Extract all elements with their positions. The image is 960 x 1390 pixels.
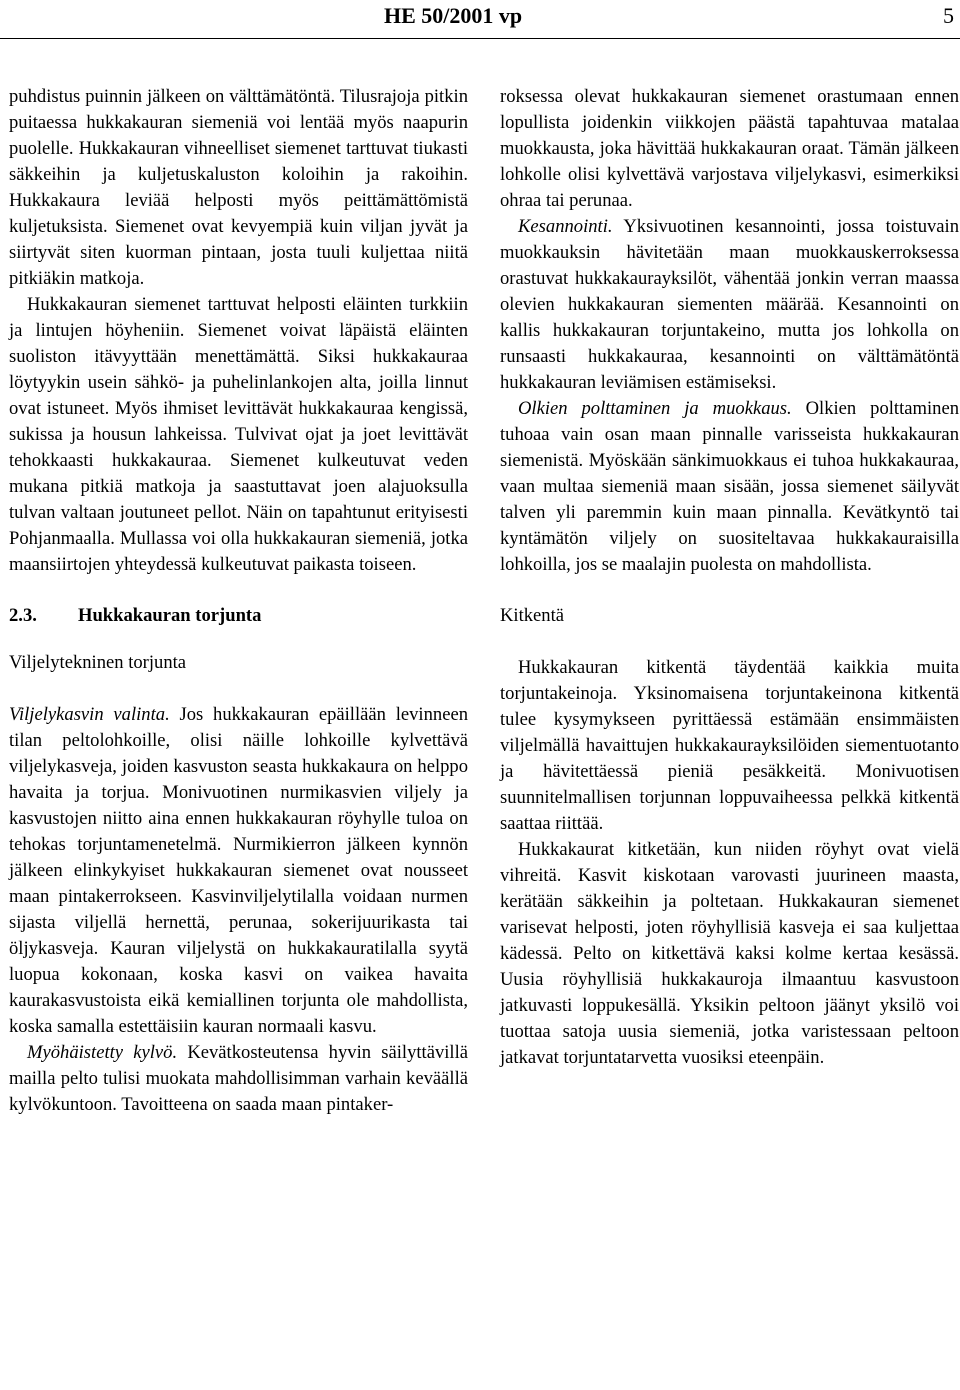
paragraph-delayed-sowing-continued: roksessa olevat hukkakauran siemenet orastumaan ennen lopullista joidenkin viikkojen päästä tapahtuvaa matalaa muokkausta, joka hävittää hukkakauran oraat. Tämän jälkeen lohkolle olisi kylvettävä varjostava viljelykasvi, esimerkiksi ohraa tai perunaa. [500, 86, 959, 211]
paragraph-fallowing [500, 214, 959, 396]
header-divider [0, 38, 960, 39]
paragraph-seed-spread-animals-water: Hukkakauran siemenet tarttuvat helposti eläinten turkkiin ja lintujen höyheniin. Siemenet voivat läpäistä eläinten suoliston itävyyttään menettämättä. Siksi hukkakauraa löytyykin usein sähkö- ja puhelinlankojen alta, joilla linnut ovat istuneet. Myös ihmiset levittävät hukkakauraa kengissä, sukissa ja housun lahkeissa. Tulvivat ojat ja joet levittävät tehokkaasti hukkakauraa. Siemenet kulkeutuvat veden mukana pitkiä matkoja ja saastuttavat joen alajuoksulla tulvan valtaan joutuneet pellot. Näin on tapahtunut erityisesti Pohjanmaalla. Mullassa voi olla hukkakauran siemeniä, jotka maansiirtojen yhteydessä kulkeutuvat paikasta toiseen. [9, 294, 468, 575]
paragraph-body-fallowing: Yksivuotinen kesannointi, jossa toistuvain muokkauksin hävitetään maan muokkauskerroksessa orastuvat hukkakaurayksilöt, vähentää jonkin verran maassa olevien hukkakauran siementen määrää. Kesannointi on kallis hukkakauran torjuntakeino, mutta jos lohkolla on runsaasti hukkakauraa, kesannointi on välttämätöntä hukkakauran leviämisen estämiseksi. [500, 216, 959, 393]
paragraph-weeding-overview: Hukkakauran kitkentä täydentää kaikkia muita torjuntakeinoja. Yksinomaisena torjuntakeinona kitkentä tulee kysymykseen pyrittäessä estämään ensimmäisten viljelmällä havaittujen hukkakaurayksilöiden siementuotanto ja hävitettäessä pieniä pesäkkeitä. Monivuotisen suunnitelmallisen torjunnan loppuvaiheessa pelkkä kitkentä saattaa riittää. [500, 657, 959, 834]
page-header [0, 0, 960, 48]
paragraph-body-crop-choice: Jos hukkakauran epäillään levinneen tilan peltolohkoille, olisi näille lohkoille kylvettävä viljelykasveja, joiden kasvuston seasta hukkakaura on helppo havaita ja torjua. Monivuotinen nurmikasvien viljely ja kasvustojen niitto aina ennen hukkakauran röyhylle tuloa on tehokas torjuntamenetelmä. Nurmikierron jälkeen kynnön jälkeen elinkykyiset hukkakauran siemenet ovat nousseet maan pintakerrokseen. Kasvinviljelytilalla voidaan nurmen sijasta viljellä hernettä, perunaa, sokerijuurikasta tai öljykasveja. Kauran viljelystä on hukkakauratilalla syytä luopua kokonaan, koska kasvi on vaikea havaita kaurakasvustoista eikä kemiallinen torjunta ole mahdollista, koska samalla estettäisiin kauran normaali kasvu. [9, 704, 468, 1037]
page-number: 5 [943, 3, 954, 28]
section-heading [9, 603, 468, 629]
paragraph-lead-straw-burning: Olkien polttaminen ja muokkaus. [518, 398, 792, 419]
subheading-weeding: Kitkentä [500, 605, 565, 626]
right-column [500, 84, 959, 1071]
paragraph-lead-delayed-sowing: Myöhäistetty kylvö. [27, 1042, 178, 1063]
paragraph-lead-crop-choice: Viljelykasvin valinta. [9, 704, 170, 725]
paragraph-seed-spread-transport: puhdistus puinnin jälkeen on välttämätöntä. Tilusrajoja pitkin puitaessa hukkakauran siemeniä voi lentää myös naapurin puolelle. Hukkakauran vihneelliset siemenet tarttuvat tiukasti säkkeihin ja kuljetuskaluston koloihin ja rakoihin. Hukkakaura leviää helposti myös peittämättömistä kuljetuksista. Siemenet ovat kevyempiä kuin viljan jyvät ja siirtyvät siten kuorman pintaan, josta tuuli kuljettaa niitä pitkiäkin matkoja. [9, 86, 468, 289]
document-title: HE 50/2001 vp [384, 3, 523, 28]
section-number: 2.3. [9, 605, 37, 626]
paragraph-body-delayed-sowing: Kevätkosteutensa hyvin säilyttävillä mailla pelto tulisi muokata mahdollisimman varhain keväällä kylvökuntoon. Tavoitteena on saada maan pintaker- [9, 1042, 468, 1115]
paragraph-crop-choice [9, 702, 468, 1040]
paragraph-straw-burning [500, 396, 959, 578]
paragraph-body-straw-burning: Olkien polttaminen tuhoaa vain osan maan pinnalle varisseista hukkakauran siemenistä. Myöskään sänkimuokkaus ei tuhoa hukkakauraa, vaan multaa siemeniä maan sisään, jossa siemenet säilyvät talven yli paremmin kuin maan pinnalla. Kevätkyntö tai kyntämätön viljely on suositeltavaa hukkakauraisilla lohkoilla, jos se maalajin puolesta on mahdollista. [500, 398, 959, 575]
paragraph-delayed-sowing [9, 1040, 468, 1118]
section-title: Hukkakauran torjunta [78, 605, 262, 626]
paragraph-lead-fallowing: Kesannointi. [518, 216, 613, 237]
subheading-cultivation-control: Viljelytekninen torjunta [9, 652, 187, 673]
paragraph-weeding-method: Hukkakaurat kitketään, kun niiden röyhyt ovat vielä vihreitä. Kasvit kiskotaan varovasti juurineen maasta, kerätään säkkeihin ja poltetaan. Hukkakauran siemenet varisevat helposti, joten röyhyllisiä kasveja ei saa kuljettaa kädessä. Pelto on kitkettävä kaksi kolme kertaa kesässä. Uusia röyhyllisiä hukkakauroja ilmaantuu kasvustoon jatkuvasti loppukesällä. Yksikin peltoon jäänyt yksilö voi tuottaa satoja uusia siemeniä, jotka varistessaan peltoon jatkavat torjuntatarvetta vuosiksi eteenpäin. [500, 839, 959, 1068]
left-column [9, 84, 468, 1118]
